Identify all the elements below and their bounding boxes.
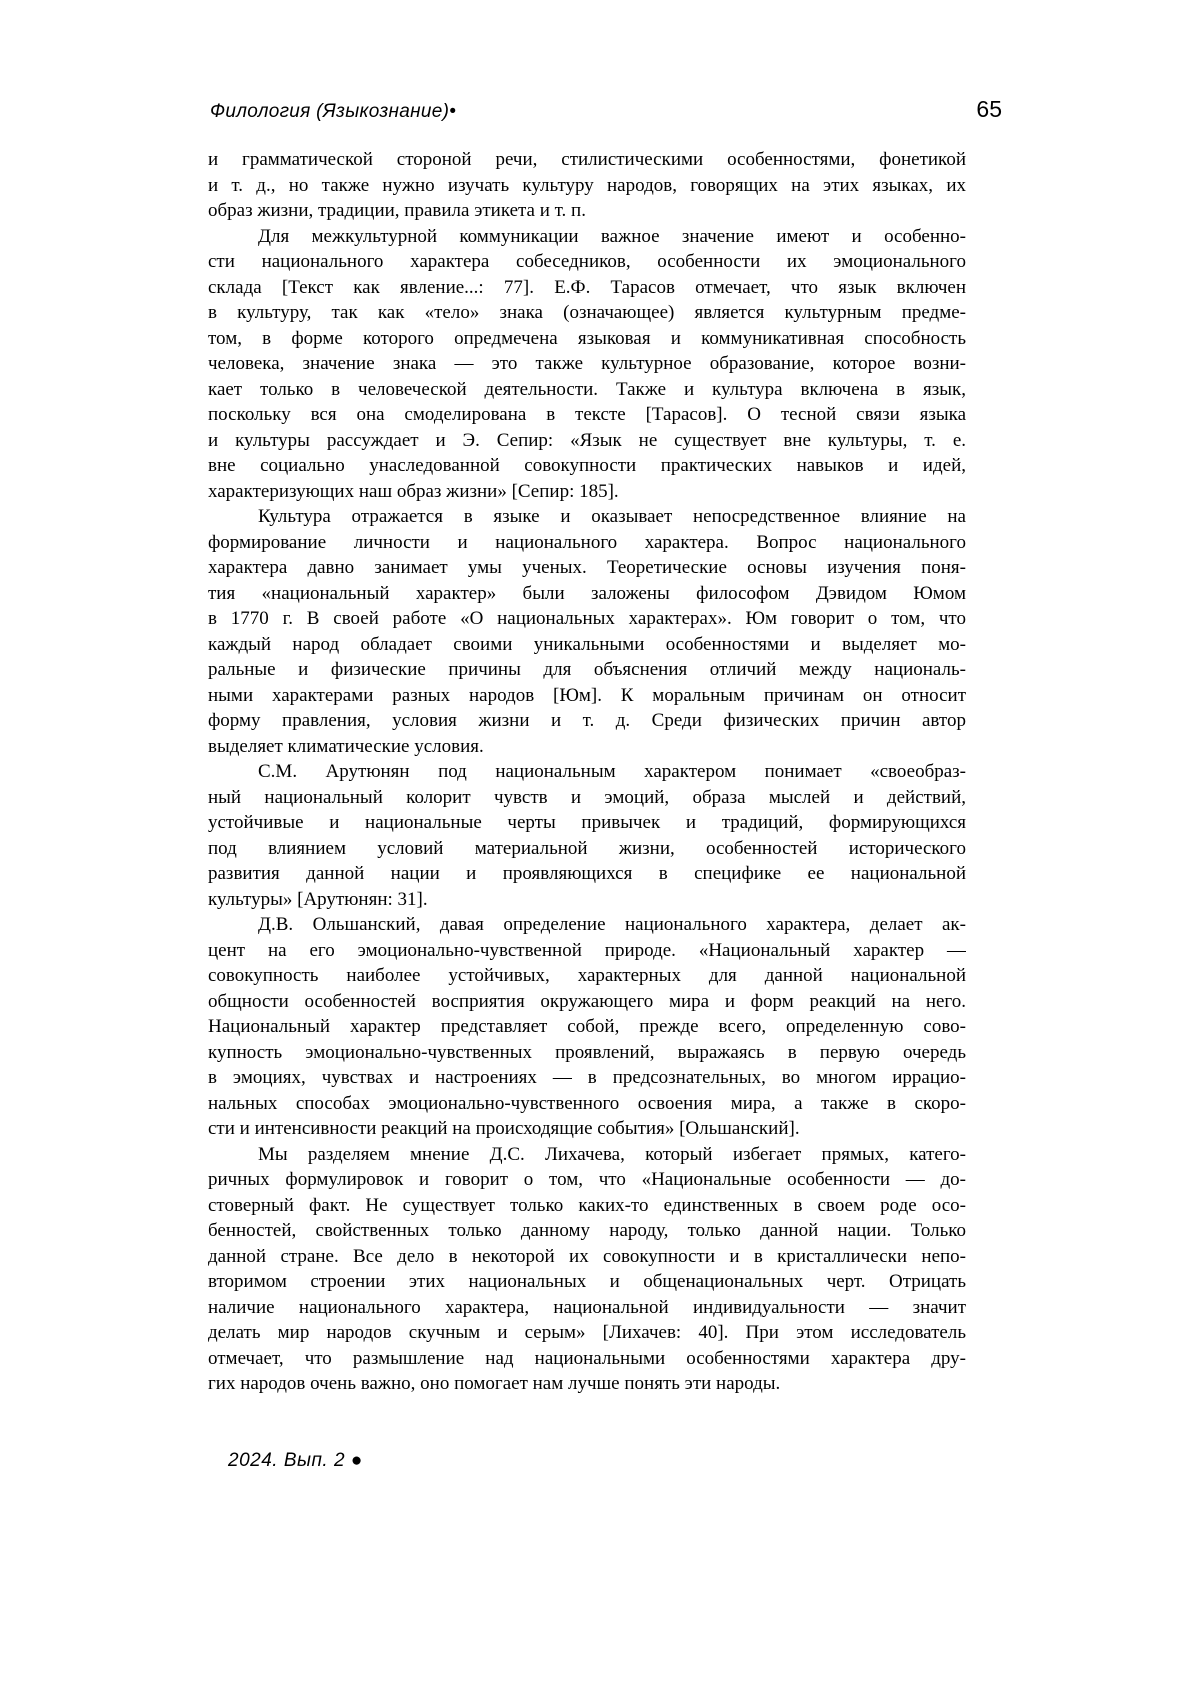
text-line: ными характерами разных народов [Юм]. К моральным причинам он относит [208, 684, 966, 706]
text-line: характеризующих наш образ жизни» [Сепир: 185]. [208, 480, 619, 502]
text-line: ный национальный колорит чувств и эмоций, образа мыслей и действий, [208, 786, 966, 808]
text-line: Национальный характер представляет собой, прежде всего, определенную сово- [208, 1016, 966, 1037]
text-line: том, в форме которого опредмечена языковая и коммуникативная способность [208, 327, 966, 349]
text-line: каждый народ обладает своими уникальными особенностями и выделяет мо- [208, 633, 966, 655]
paragraph [208, 1142, 966, 1397]
text-line: в 1770 г. В своей работе «О национальных характерах». Юм говорит о том, что [208, 608, 966, 629]
text-line: под влиянием условий материальной жизни, особенностей исторического [208, 837, 966, 859]
text-line: склада [Текст как явление...: 77]. Е.Ф. Тарасов отмечает, что язык включен [208, 276, 966, 298]
footer-issue-line: 2024. Вып. 2 ● [228, 1450, 363, 1471]
text-line: человека, значение знака — это также культурное образование, которое возни- [208, 353, 966, 374]
text-line: выделяет климатические условия. [208, 735, 484, 757]
text-line: Для межкультурной коммуникации важное значение имеют и особенно- [258, 225, 966, 247]
text-line: купность эмоционально-чувственных проявлений, выражаясь в первую очередь [208, 1041, 966, 1063]
text-line: образ жизни, традиции, правила этикета и т. п. [208, 200, 586, 221]
text-line: ричных формулировок и говорит о том, что «Национальные особенности — до- [208, 1169, 966, 1190]
text-line: форму правления, условия жизни и т. д. Среди физических причин автор [208, 710, 966, 731]
text-line: сти и интенсивности реакций на происходящие события» [Ольшанский]. [208, 1118, 800, 1139]
text-line: Д.В. Ольшанский, давая определение национального характера, делает ак- [258, 914, 966, 935]
text-line: стоверный факт. Не существует только каких-то единственных в своем роде осо- [208, 1194, 966, 1216]
text-line: сти национального характера собеседников, особенности их эмоционального [208, 251, 966, 272]
text-line: характера давно занимает умы ученых. Теоретические основы изучения поня- [208, 557, 966, 578]
text-line: Культура отражается в языке и оказывает непосредственное влияние на [258, 506, 966, 527]
text-line: бенностей, свойственных только данному народу, только данной нации. Только [208, 1220, 966, 1241]
article-body [208, 147, 966, 1397]
text-line: нальных способах эмоционально-чувственного освоения мира, а также в скоро- [208, 1092, 966, 1114]
text-line: тия «национальный характер» были заложены философом Дэвидом Юмом [208, 582, 966, 604]
text-line: в эмоциях, чувствах и настроениях — в предсознательных, во многом иррацио- [208, 1067, 966, 1088]
text-line: цент на его эмоционально-чувственной природе. «Национальный характер — [208, 939, 966, 961]
text-line: Мы разделяем мнение Д.С. Лихачева, который избегает прямых, катего- [258, 1143, 966, 1165]
text-line: развития данной нации и проявляющихся в специфике ее национальной [208, 863, 966, 884]
text-line: делать мир народов скучным и серым» [Лихачев: 40]. При этом исследователь [208, 1322, 966, 1343]
paragraph [208, 147, 966, 224]
text-line: культуры» [Арутюнян: 31]. [208, 888, 428, 910]
text-line: устойчивые и национальные черты привычек и традиций, формирующихся [208, 812, 966, 833]
text-line: и культуры рассуждает и Э. Сепир: «Язык не существует вне культуры, т. е. [208, 429, 966, 451]
paragraph [208, 224, 966, 505]
text-line: в культуру, так как «тело» знака (означающее) является культурным предме- [208, 302, 966, 323]
running-header-title: Филология (Языкознание)• [210, 101, 457, 122]
text-line: ральные и физические причины для объяснения отличий между националь- [208, 659, 966, 680]
paragraph [208, 504, 966, 759]
text-line: отмечает, что размышление над национальными особенностями характера дру- [208, 1347, 966, 1369]
text-line: формирование личности и национального характера. Вопрос национального [208, 531, 966, 553]
text-line: кает только в человеческой деятельности. Также и культура включена в язык, [208, 378, 966, 400]
text-line: совокупность наиболее устойчивых, характерных для данной национальной [208, 965, 966, 986]
paragraph [208, 912, 966, 1142]
text-line: наличие национального характера, национальной индивидуальности — значит [208, 1296, 966, 1318]
text-line: и грамматической стороной речи, стилистическими особенностями, фонетикой [208, 149, 966, 170]
page-number: 65 [976, 96, 1002, 122]
text-line: данной стране. Все дело в некоторой их совокупности и в кристаллически непо- [208, 1245, 966, 1267]
text-line: общности особенностей восприятия окружающего мира и форм реакций на него. [208, 990, 966, 1012]
paragraph [208, 759, 966, 912]
text-line: вне социально унаследованной совокупности практических навыков и идей, [208, 455, 966, 476]
text-line: гих народов очень важно, оно помогает нам лучше понять эти народы. [208, 1373, 781, 1394]
text-line: вторимом строении этих национальных и общенациональных черт. Отрицать [208, 1271, 966, 1292]
text-line: С.М. Арутюнян под национальным характером понимает «своеобраз- [258, 761, 966, 782]
text-line: и т. д., но также нужно изучать культуру народов, говорящих на этих языках, их [208, 174, 966, 196]
text-line: поскольку вся она смоделирована в тексте [Тарасов]. О тесной связи языка [208, 404, 966, 425]
